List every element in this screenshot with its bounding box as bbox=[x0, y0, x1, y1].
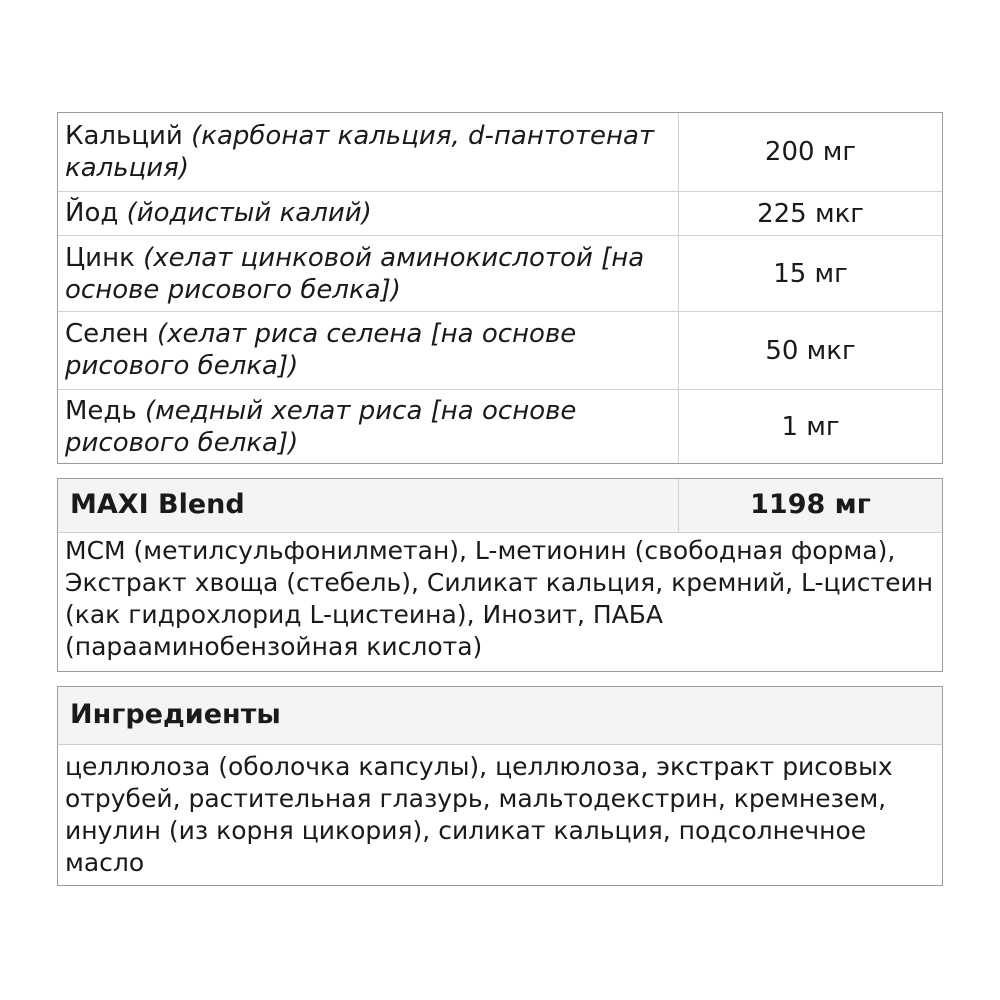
mineral-description: (хелат риса селена [на основе рисового белка]) bbox=[65, 319, 577, 381]
ingredients-section bbox=[57, 686, 943, 886]
mineral-name: Кальций bbox=[65, 121, 183, 151]
mineral-row-iodine bbox=[58, 191, 942, 235]
mineral-name-cell bbox=[65, 242, 677, 306]
mineral-amount: 50 мкг bbox=[765, 335, 856, 366]
mineral-row-zinc bbox=[58, 235, 942, 311]
maxi-blend-composition: МСМ (метилсульфонилметан), L-метионин (свободная форма), Экстракт хвоща (стебель), Силикат кальция, кремний, L-цистеин (как гидрохлорид L-цистеина), Инозит, ПАБА (парааминобензойная кислота) bbox=[65, 536, 934, 661]
mineral-name: Медь bbox=[65, 396, 137, 426]
maxi-blend-header bbox=[58, 479, 942, 533]
ingredients-header bbox=[58, 687, 942, 745]
mineral-description: (хелат цинковой аминокислотой [на основе рисового белка]) bbox=[65, 243, 645, 305]
mineral-amount: 1 мг bbox=[781, 411, 840, 442]
ingredients-title: Ингредиенты bbox=[70, 699, 281, 730]
mineral-description: (медный хелат риса [на основе рисового белка]) bbox=[65, 396, 577, 458]
ingredients-list: целлюлоза (оболочка капсулы), целлюлоза, экстракт рисовых отрубей, растительная глазурь, мальтодекстрин, кремнезем, инулин (из корня цикория), силикат кальция, подсолнечное масло bbox=[65, 752, 893, 877]
mineral-name-cell bbox=[65, 395, 677, 459]
mineral-amount: 225 мкг bbox=[757, 198, 864, 229]
mineral-description: (йодистый калий) bbox=[126, 198, 372, 228]
mineral-name-cell bbox=[65, 120, 677, 184]
mineral-name: Селен bbox=[65, 319, 149, 349]
mineral-amount: 200 мг bbox=[764, 137, 857, 167]
mineral-description: (карбонат кальция, d-пантотенат кальция) bbox=[65, 121, 655, 183]
mineral-amount: 15 мг bbox=[773, 258, 848, 289]
maxi-blend-amount: 1198 мг bbox=[750, 489, 871, 520]
mineral-row-copper bbox=[58, 389, 942, 463]
mineral-name: Цинк bbox=[65, 243, 135, 273]
mineral-name-cell bbox=[65, 197, 677, 229]
maxi-blend-section bbox=[57, 478, 943, 672]
maxi-blend-title: MAXI Blend bbox=[70, 489, 245, 520]
mineral-name: Йод bbox=[65, 198, 119, 228]
mineral-name-cell bbox=[65, 318, 677, 382]
mineral-row-calcium bbox=[58, 113, 942, 191]
mineral-row-selenium bbox=[58, 311, 942, 389]
minerals-table bbox=[57, 112, 943, 464]
